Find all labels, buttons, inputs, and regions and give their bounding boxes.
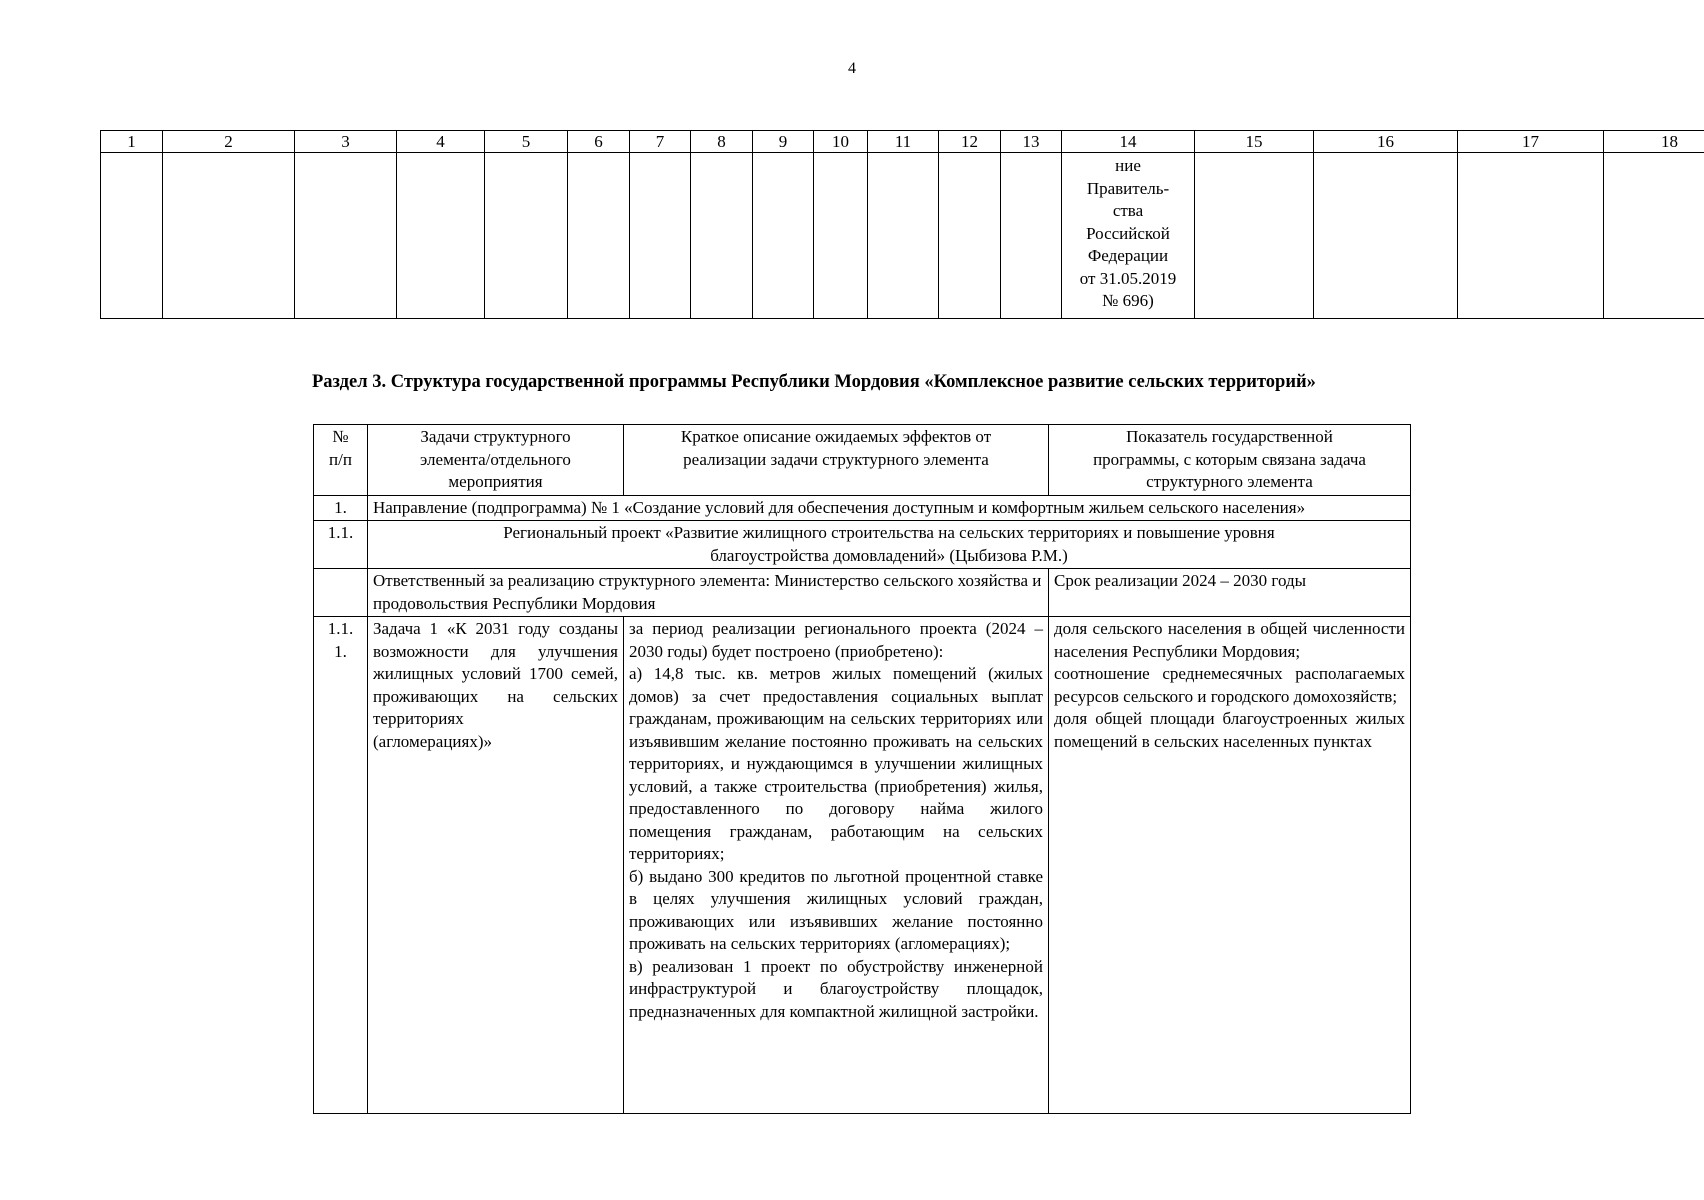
effect-item-a: а) 14,8 тыс. кв. метров жилых помещений (жилых домов) за счет предоставления социальных выплат гражданам, проживающим на сельских территориях или изъявившим желание постоянно проживать на сельских территориях, и нуждающимся в улучшении жилищных условий, а также строительства (приобретения) жилья, предоставленного по договору найма жилого помещения гражданам, работающим на сельских территориях; [629,664,1043,863]
structure-header-row [314,425,1411,496]
effects-intro: за период реализации регионального проекта (2024 – 2030 годы) будет построено (приобретено): [629,619,1043,661]
column-number: 7 [630,131,691,153]
empty-cell [868,153,939,319]
effect-item-c: в) реализован 1 проект по обустройству инженерной инфраструктурой и благоустройству площадок, предназначенных для компактной жилищной застройки. [629,956,1043,1021]
header-number: № п/п [314,425,368,496]
empty-cell [397,153,485,319]
empty-cell [163,153,295,319]
page-number: 4 [848,60,856,77]
empty-cell [295,153,397,319]
column-number: 17 [1458,131,1604,153]
empty-cell [1195,153,1314,319]
indicator-item: доля общей площади благоустроенных жилых помещений в сельских населенных пунктах [1054,709,1405,751]
column-number: 13 [1001,131,1062,153]
project-number: 1.1. [314,521,368,569]
column-number: 12 [939,131,1001,153]
empty-cell [568,153,630,319]
task-row [314,617,1411,1114]
column-number: 2 [163,131,295,153]
empty-cell [630,153,691,319]
empty-cell [814,153,868,319]
header-indicator: Показатель государственной программы, с которым связана задача структурного элемента [1049,425,1411,496]
continuation-body-row [101,153,1704,319]
column-number: 4 [397,131,485,153]
program-indicators [1049,617,1411,1114]
government-decree-reference: ние Правитель- ства Российской Федерации от 31.05.2019 № 696) [1062,153,1195,319]
effect-item-b: б) выдано 300 кредитов по льготной процентной ставке в целях улучшения жилищных условий граждан, проживающих или изъявивших желание постоянно проживать на сельских территориях (агломерациях); [629,866,1043,953]
column-number: 5 [485,131,568,153]
implementation-term: Срок реализации 2024 – 2030 годы [1049,569,1411,617]
indicator-item: соотношение среднемесячных располагаемых ресурсов сельского и городского домохозяйств; [1054,664,1405,706]
project-title: Региональный проект «Развитие жилищного строительства на сельских территориях и повышение уровня благоустройства домовладений» (Цыбизова Р.М.) [368,521,1411,569]
column-number: 16 [1314,131,1458,153]
continuation-table [100,130,1704,319]
column-number: 1 [101,131,163,153]
empty-cell [1001,153,1062,319]
column-number: 11 [868,131,939,153]
column-number: 8 [691,131,753,153]
regional-project-row [314,521,1411,569]
section-title: Раздел 3. Структура государственной программы Республики Мордовия «Комплексное развитие сельских территорий» [312,372,1316,392]
responsible-text: Ответственный за реализацию структурного элемента: Министерство сельского хозяйства и продовольствия Республики Мордовия [368,569,1049,617]
program-structure-table [313,424,1411,1114]
direction-title: Направление (подпрограмма) № 1 «Создание условий для обеспечения доступным и комфортным жильем сельского населения» [368,495,1411,521]
column-number: 6 [568,131,630,153]
column-number: 10 [814,131,868,153]
empty-cell [485,153,568,319]
direction-number: 1. [314,495,368,521]
task-number: 1.1. 1. [314,617,368,1114]
empty-cell [314,569,368,617]
task-description: Задача 1 «К 2031 году созданы возможности для улучшения жилищных условий 1700 семей, проживающих на сельских территориях (агломерациях)» [368,617,624,1114]
empty-cell [691,153,753,319]
column-number: 15 [1195,131,1314,153]
column-number: 18 [1604,131,1704,153]
column-number: 14 [1062,131,1195,153]
continuation-header-row [101,131,1704,153]
direction-row [314,495,1411,521]
empty-cell [101,153,163,319]
responsible-row [314,569,1411,617]
empty-cell [1458,153,1604,319]
indicator-item: доля сельского населения в общей численности населения Республики Мордовия; [1054,619,1405,661]
empty-cell [753,153,814,319]
column-number: 9 [753,131,814,153]
expected-effects [624,617,1049,1114]
empty-cell [1604,153,1704,319]
header-tasks: Задачи структурного элемента/отдельного мероприятия [368,425,624,496]
empty-cell [1314,153,1458,319]
header-effects: Краткое описание ожидаемых эффектов от реализации задачи структурного элемента [624,425,1049,496]
column-number: 3 [295,131,397,153]
empty-cell [939,153,1001,319]
